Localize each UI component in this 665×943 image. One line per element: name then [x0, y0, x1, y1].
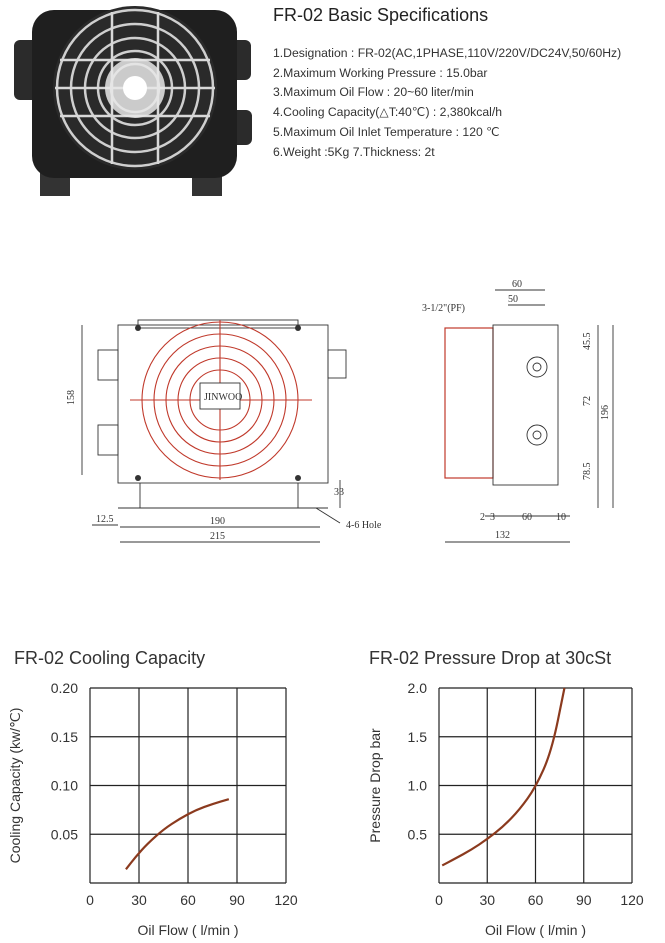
dim-label: 215	[210, 531, 225, 542]
brand-label: JINWOO	[204, 392, 243, 403]
spec-item: 3.Maximum Oil Flow : 20~60 liter/min	[273, 85, 474, 100]
dim-label: 33	[334, 487, 344, 498]
dim-label: 2	[480, 512, 485, 523]
pressure-drop-chart	[340, 670, 665, 943]
dim-label: 60	[522, 512, 532, 523]
x-tick-label: 0	[435, 892, 443, 908]
x-tick-label: 120	[620, 892, 644, 908]
x-tick-label: 0	[86, 892, 94, 908]
y-axis-label: Pressure Drop bar	[367, 728, 383, 843]
dim-label: 72	[582, 396, 593, 406]
dim-label: 158	[66, 390, 77, 405]
dim-label: 196	[600, 405, 611, 420]
x-tick-label: 90	[575, 892, 592, 908]
dim-label: 50	[508, 294, 518, 305]
product-photo	[0, 0, 265, 215]
spec-list	[273, 44, 621, 162]
spec-item: 2.Maximum Working Pressure : 15.0bar	[273, 65, 488, 80]
y-tick-label: 0.05	[50, 826, 78, 843]
y-tick-label: 0.15	[50, 728, 78, 745]
dim-label: 3	[490, 512, 495, 523]
y-axis-label: Cooling Capacity (kw/℃)	[7, 707, 23, 864]
spec-item: 1.Designation : FR-02(AC,1PHASE,110V/220V/DC24V,50/60Hz)	[273, 46, 622, 60]
x-tick-label: 60	[527, 892, 544, 908]
dim-label: 3-1/2"(PF)	[422, 303, 465, 314]
dim-label: 132	[495, 530, 510, 541]
y-tick-label: 0.20	[50, 680, 78, 696]
y-tick-label: 1.0	[407, 777, 427, 794]
y-tick-label: 0.5	[407, 826, 427, 843]
dimension-drawing	[0, 280, 665, 550]
series-line	[442, 688, 564, 865]
dim-label: 4-6 Hole	[346, 520, 382, 531]
x-axis-label: Oil Flow ( l/min )	[137, 922, 239, 938]
y-tick-label: 2.0	[407, 680, 427, 696]
y-tick-label: 0.10	[50, 777, 78, 794]
x-tick-label: 30	[479, 892, 496, 908]
dim-label: 78.5	[582, 462, 593, 480]
cooling-capacity-chart	[0, 670, 330, 943]
spec-title: FR-02 Basic Specifications	[273, 5, 489, 25]
x-tick-label: 90	[229, 892, 245, 908]
spec-item: 6.Weight :5Kg 7.Thickness: 2t	[273, 144, 435, 159]
dim-label: 190	[210, 516, 225, 527]
dim-label: 10	[556, 512, 566, 523]
x-tick-label: 120	[274, 892, 298, 908]
x-tick-label: 60	[180, 892, 196, 908]
y-tick-label: 1.5	[407, 728, 427, 745]
spec-item: 4.Cooling Capacity(△T:40℃) : 2,380kcal/h	[273, 105, 503, 120]
cooling-capacity-title: FR-02 Cooling Capacity	[14, 648, 206, 668]
dim-label: 12.5	[96, 514, 114, 525]
dim-label: 60	[512, 280, 522, 290]
dim-label: 45.5	[582, 332, 593, 350]
x-axis-label: Oil Flow ( l/min )	[484, 922, 587, 938]
pressure-drop-title: FR-02 Pressure Drop at 30cSt	[369, 648, 612, 668]
x-tick-label: 30	[131, 892, 147, 908]
spec-item: 5.Maximum Oil Inlet Temperature : 120 ℃	[273, 124, 500, 139]
